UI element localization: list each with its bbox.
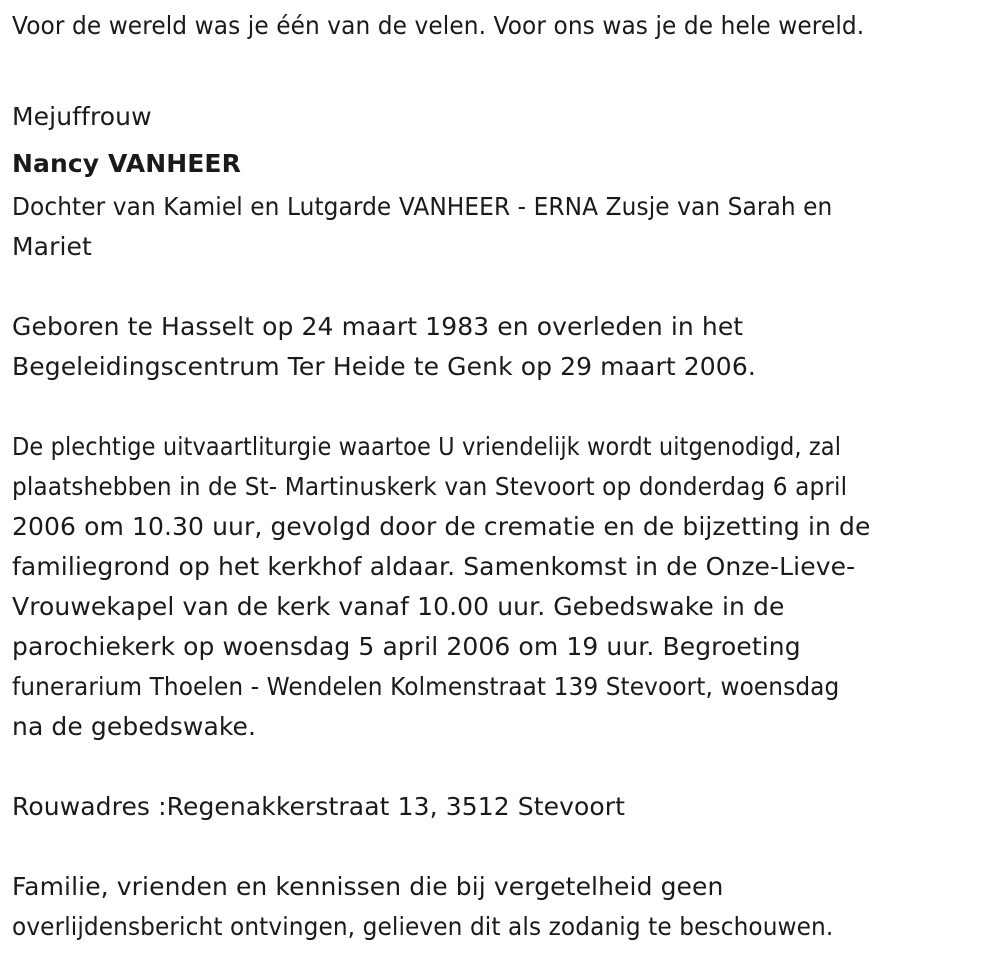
text-line: Familie, vrienden en kennissen die bij vergetelheid geen [12, 872, 724, 901]
text-line: familiegrond op het kerkhof aldaar. Samenkomst in de Onze-Lieve- [12, 552, 856, 581]
text-line: Begeleidingscentrum Ter Heide te Genk op 29 maart 2006. [12, 352, 756, 381]
parents-paragraph [12, 187, 992, 267]
text-line: parochiekerk op woensdag 5 april 2006 om 19 uur. Begroeting [12, 632, 801, 661]
memorial-quote: Voor de wereld was je één van de velen. Voor ons was je de hele wereld. [12, 11, 865, 40]
text-line: Vrouwekapel van de kerk vanaf 10.00 uur. Gebedswake in de [12, 592, 785, 621]
text-line: na de gebedswake. [12, 712, 257, 741]
text-line: 2006 om 10.30 uur, gevolgd door de crematie en de bijzetting in de [12, 512, 871, 541]
text-line: overlijdensbericht ontvingen, gelieven dit als zodanig te beschouwen. [12, 912, 834, 941]
address-paragraph [12, 787, 992, 827]
honorific-title: Mejuffrouw [12, 102, 152, 131]
text-line: Dochter van Kamiel en Lutgarde VANHEER - ERNA Zusje van Sarah en [12, 192, 833, 221]
funeral-paragraph [12, 427, 992, 747]
text-line: funerarium Thoelen - Wendelen Kolmenstraat 139 Stevoort, woensdag [12, 672, 840, 701]
text-line: De plechtige uitvaartliturgie waartoe U vriendelijk wordt uitgenodigd, zal [12, 432, 842, 461]
mourning-address: Rouwadres :Regenakkerstraat 13, 3512 Stevoort [12, 792, 626, 821]
birth-death-paragraph [12, 307, 992, 387]
text-line: Mariet [12, 232, 92, 261]
notice-paragraph [12, 867, 992, 947]
deceased-name: Nancy VANHEER [12, 149, 241, 178]
obituary-document [12, 0, 992, 947]
text-line: Geboren te Hasselt op 24 maart 1983 en overleden in het [12, 312, 744, 341]
text-line: plaatshebben in de St- Martinuskerk van Stevoort op donderdag 6 april [12, 472, 848, 501]
